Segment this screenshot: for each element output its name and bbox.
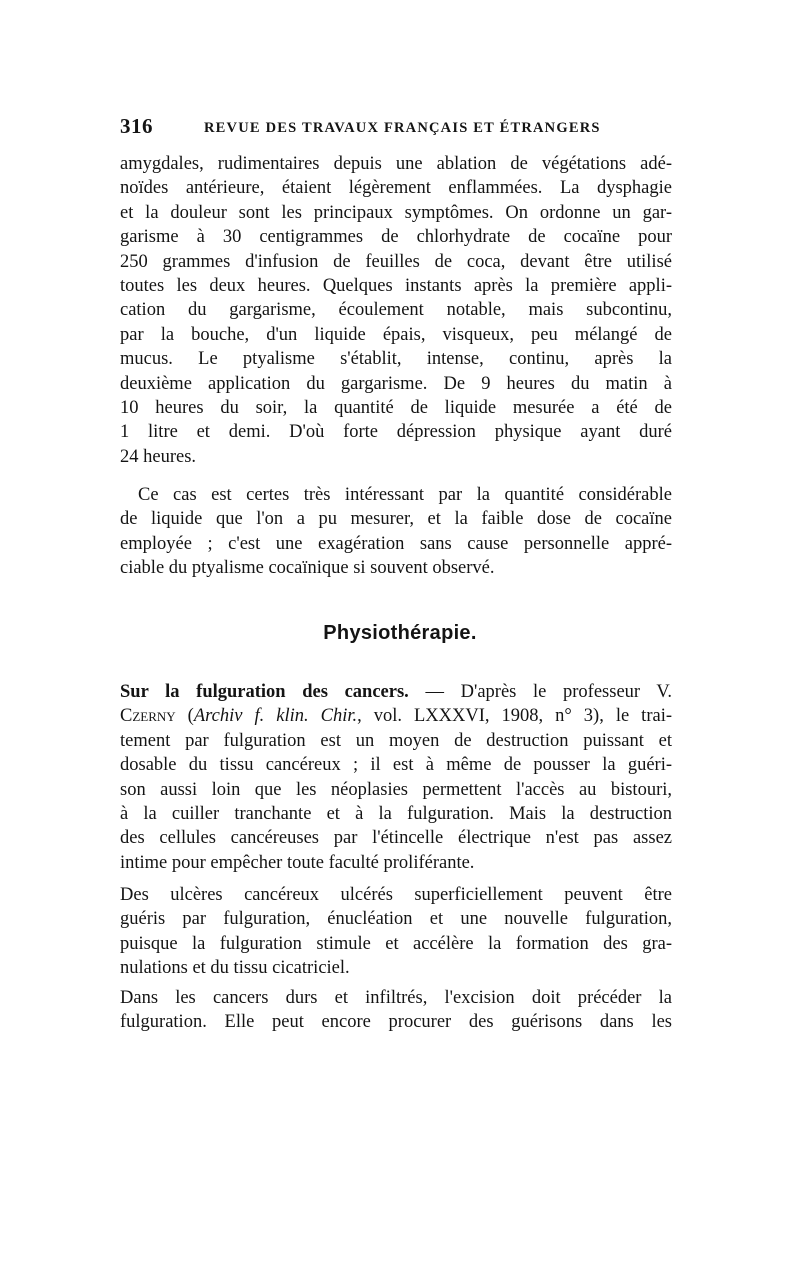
- text-line: et la douleur sont les principaux symptômes. On ordonne un gar-: [120, 202, 672, 223]
- text-line: mucus. Le ptyalisme s'établit, intense, continu, après la: [120, 349, 672, 370]
- text-line: par la bouche, d'un liquide épais, visqueux, peu mélangé de: [120, 324, 672, 345]
- paragraph-5: [120, 986, 672, 1035]
- text-line: garisme à 30 centigrammes de chlorhydrate de cocaïne pour: [120, 227, 672, 248]
- text-line: son aussi loin que les néoplasies permettent l'accès au bistouri,: [120, 779, 672, 800]
- text-line: 10 heures du soir, la quantité de liquide mesurée a été de: [120, 397, 672, 418]
- text-line: 1 litre et demi. D'où forte dépression physique ayant duré: [120, 422, 672, 443]
- text-line: Dans les cancers durs et infiltrés, l'excision doit précéder la: [120, 988, 672, 1008]
- paragraph-3: [120, 680, 672, 875]
- text-line: intime pour empêcher toute faculté proliférante.: [120, 852, 475, 873]
- page-number: 316: [120, 114, 153, 138]
- text-line: tement par fulguration est un moyen de destruction puissant et: [120, 730, 672, 751]
- text-line: dosable du tissu cancéreux ; il est à même de pousser la guéri-: [120, 755, 672, 776]
- text-line: 24 heures.: [120, 446, 197, 467]
- section-title: Physiothérapie.: [323, 622, 477, 644]
- text-line: Des ulcères cancéreux ulcérés superficiellement peuvent être: [120, 885, 672, 905]
- text-line: nulations et du tissu cicatriciel.: [120, 958, 350, 979]
- paragraph-1: [120, 152, 672, 469]
- text-line: ciable du ptyalisme cocaïnique si souvent observé.: [120, 558, 495, 579]
- text-line: Ce cas est certes très intéressant par la quantité considérable: [138, 485, 672, 505]
- text-line: 250 grammes d'infusion de feuilles de coca, devant être utilisé: [120, 251, 672, 272]
- author-name: Czerny: [120, 706, 176, 727]
- article-heading-line: [120, 680, 672, 704]
- running-head: REVUE DES TRAVAUX FRANÇAIS ET ÉTRANGERS: [204, 120, 601, 136]
- text-line: employée ; c'est une exagération sans cause personnelle appré-: [120, 533, 672, 554]
- article-intro: — D'après le professeur V.: [408, 682, 672, 702]
- page-header: [120, 114, 682, 144]
- text-line: guéris par fulguration, énucléation et une nouvelle fulguration,: [120, 909, 672, 930]
- text-line: deuxième application du gargarisme. De 9 heures du matin à: [120, 373, 672, 394]
- paragraph-2: [120, 483, 672, 581]
- text-line: amygdales, rudimentaires depuis une ablation de végétations adé-: [120, 154, 672, 174]
- journal-name: Archiv f. klin. Chir.: [193, 706, 358, 727]
- paragraph-4: [120, 883, 672, 981]
- text-line: puisque la fulguration stimule et accélère la formation des gra-: [120, 933, 672, 954]
- article-title: Sur la fulguration des cancers.: [120, 682, 409, 702]
- text-line: noïdes antérieure, étaient légèrement enflammées. La dysphagie: [120, 178, 672, 199]
- text-line: de liquide que l'on a pu mesurer, et la faible dose de cocaïne: [120, 509, 672, 530]
- text-line: à la cuiller tranchante et à la fulguration. Mais la destruction: [120, 803, 672, 824]
- citation-ref: , vol. LXXXVI, 1908, n° 3), le trai-: [357, 706, 672, 727]
- citation-line: Czerny (Archiv f. klin. Chir., vol. LXXXVI, 1908, n° 3), le trai-: [120, 706, 672, 727]
- text-line: des cellules cancéreuses par l'étincelle électrique n'est pas assez: [120, 828, 672, 849]
- text-line: toutes les deux heures. Quelques instants après la première appli-: [120, 275, 672, 296]
- text-line: fulguration. Elle peut encore procurer des guérisons dans les: [120, 1012, 672, 1033]
- text-line: cation du gargarisme, écoulement notable, mais subcontinu,: [120, 300, 672, 321]
